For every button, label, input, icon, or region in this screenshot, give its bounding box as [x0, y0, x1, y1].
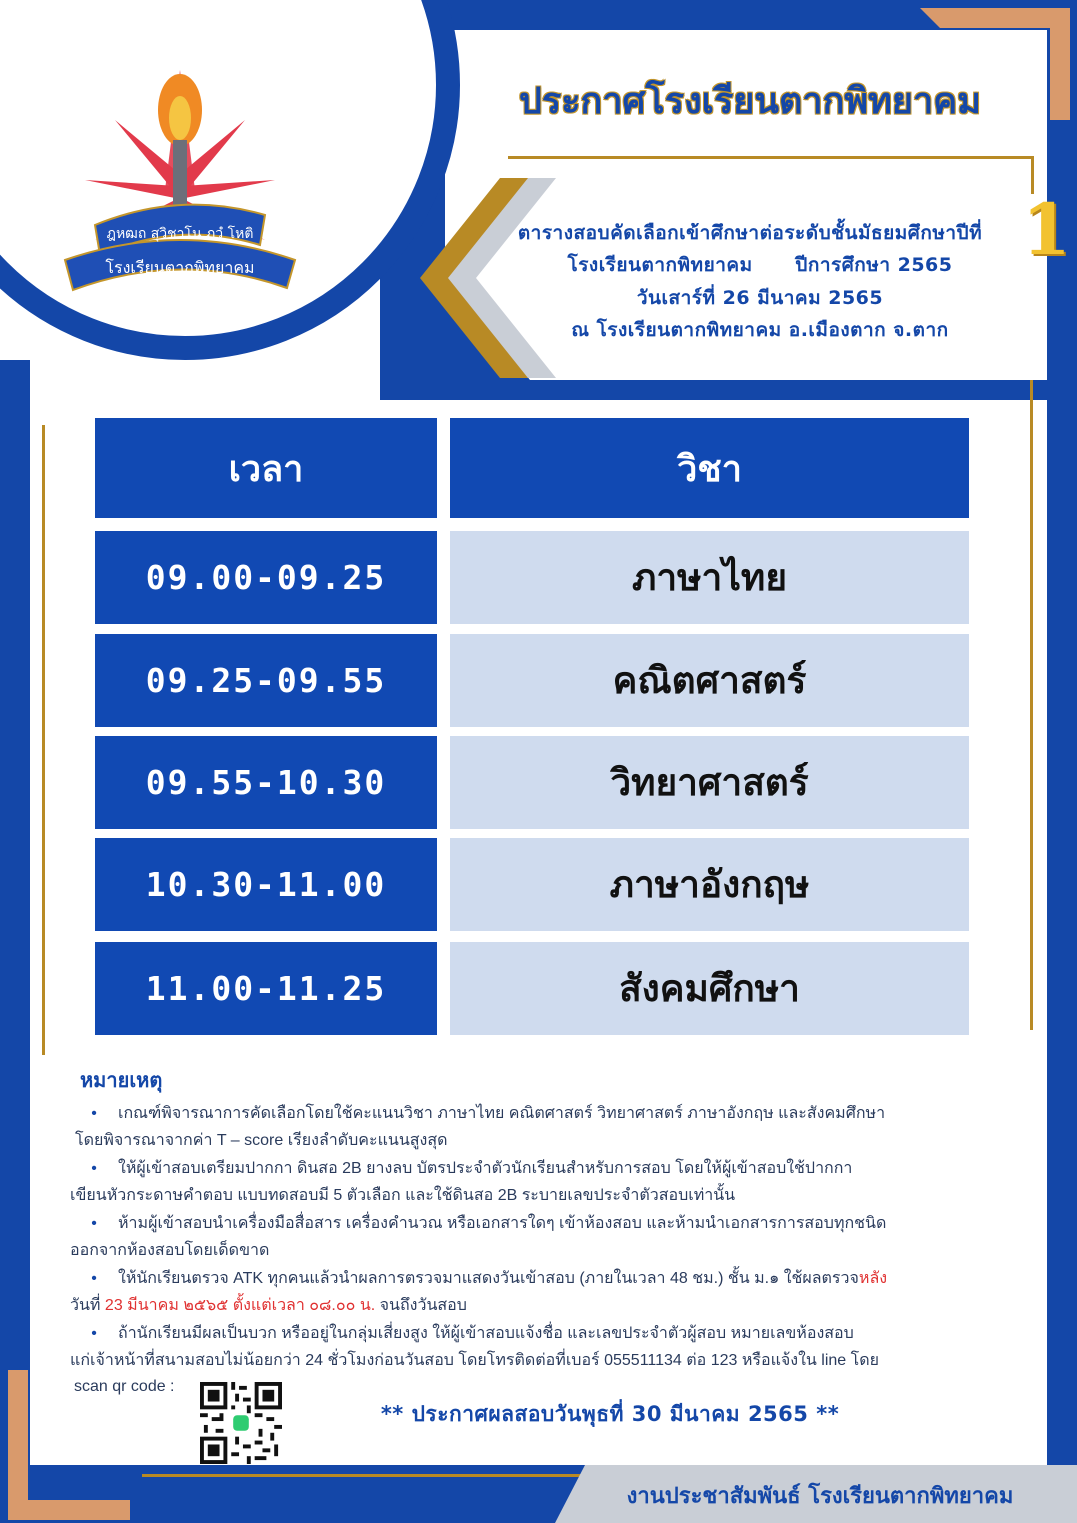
note-4 [70, 1265, 950, 1319]
bullet: • [91, 1160, 97, 1177]
table-row-subject: สังคมศึกษา [450, 942, 969, 1035]
result-announcement: ** ประกาศผลสอบวันพุธที่ 30 มีนาคม 2565 ** [380, 1402, 840, 1426]
grade-badge: 1 [1022, 188, 1071, 271]
bullet: • [91, 1270, 97, 1287]
note-text: ออกจากห้องสอบโดยเด็ดขาด [70, 1242, 270, 1259]
note-text: วันที่ [70, 1297, 105, 1314]
page-title: ประกาศโรงเรียนตากพิทยาคม [519, 80, 981, 122]
table-row-time: 10.30-11.00 [95, 838, 437, 931]
table-row-subject: ภาษาไทย [450, 531, 969, 624]
qr-label: scan qr code : [74, 1378, 175, 1395]
gold-rule-top [508, 156, 1032, 159]
table-row-subject: ภาษาอังกฤษ [450, 838, 969, 931]
table-row-time: 11.00-11.25 [95, 942, 437, 1035]
info-line-3: วันเสาร์ที่ 26 มีนาคม 2565 [636, 287, 884, 309]
bullet: • [91, 1105, 97, 1122]
footer-text: งานประชาสัมพันธ์ โรงเรียนตากพิทยาคม [626, 1483, 1014, 1509]
logo-banner-text: โรงเรียนตากพิทยาคม [105, 258, 255, 277]
bullet: • [91, 1325, 97, 1342]
info-line-2: โรงเรียนตากพิทยาคม ปีการศึกษา 2565 [567, 254, 953, 276]
note-text: โดยพิจารณาจากค่า T – score เรียงลำดับคะแนนสูงสุด [75, 1132, 448, 1149]
note-highlight: หลัง [858, 1270, 888, 1287]
table-row-time: 09.55-10.30 [95, 736, 437, 829]
left-blue-band [0, 360, 30, 1523]
school-logo [55, 40, 305, 300]
gold-frame-right [1030, 380, 1033, 1030]
note-highlight: 23 มีนาคม ๒๕๖๕ ตั้งแต่เวลา ๐๘.๐๐ น. [104, 1297, 376, 1314]
note-text: แก่เจ้าหน้าที่สนามสอบไม่น้อยกว่า 24 ชั่วโมงก่อนวันสอบ โดยโทรติดต่อที่เบอร์ 055511134 ต่อ 123 หรือแจ้งใน line โดย [70, 1352, 879, 1369]
note-2 [70, 1155, 950, 1209]
corner-ribbon-bottom-left [8, 1370, 130, 1520]
table-header-subject: วิชา [450, 418, 969, 518]
note-text: เกณฑ์พิจารณาการคัดเลือกโดยใช้คะแนนวิชา ภาษาไทย คณิตศาสตร์ วิทยาศาสตร์ ภาษาอังกฤษ และสังคมศึกษา [118, 1105, 886, 1122]
table-row-time: 09.00-09.25 [95, 531, 437, 624]
logo-motto: ฎหฒถ สุวิชาโน ภวํ โหติ [106, 226, 254, 242]
table-row-subject: วิทยาศาสตร์ [450, 736, 969, 829]
note-text: เขียนหัวกระดาษคำตอบ แบบทดสอบมี 5 ตัวเลือก และใช้ดินสอ 2B ระบายเลขประจำตัวสอบเท่านั้น [70, 1187, 736, 1204]
notes-title: หมายเหตุ [80, 1068, 163, 1092]
note-3 [70, 1210, 950, 1264]
table-row-subject: คณิตศาสตร์ [450, 634, 969, 727]
info-line-1: ตารางสอบคัดเลือกเข้าศึกษาต่อระดับชั้นมัธยมศึกษาปีที่ [517, 222, 983, 244]
note-text: ให้ผู้เข้าสอบเตรียมปากกา ดินสอ 2B ยางลบ บัตรประจำตัวนักเรียนสำหรับการสอบ โดยให้ผู้เข้าสอบใช้ปากกา [118, 1160, 853, 1177]
gold-frame-left [42, 425, 45, 1055]
note-text: ให้นักเรียนตรวจ ATK ทุกคนแล้วนำผลการตรวจมาแสดงวันเข้าสอบ (ภายในเวลา 48 ชม.) ชั้น ม.๑ ใช้ผลตรวจ [118, 1270, 859, 1287]
note-1 [70, 1100, 950, 1154]
table-header-time: เวลา [95, 418, 437, 518]
bullet: • [91, 1215, 97, 1232]
note-text: จนถึงวันสอบ [375, 1297, 467, 1314]
note-text: ถ้านักเรียนมีผลเป็นบวก หรืออยู่ในกลุ่มเสี่ยงสูง ให้ผู้เข้าสอบแจ้งชื่อ และเลขประจำตัวผู้สอบ หมายเลขห้องสอบ [118, 1325, 854, 1342]
info-line-4: ณ โรงเรียนตากพิทยาคม อ.เมืองตาก จ.ตาก [571, 319, 949, 341]
torch-flame-inner [169, 96, 191, 140]
table-row-time: 09.25-09.55 [95, 634, 437, 727]
note-text: ห้ามผู้เข้าสอบนำเครื่องมือสื่อสาร เครื่องคำนวณ หรือเอกสารใดๆ เข้าห้องสอบ และห้ามนำเอกสารการสอบทุกชนิด [118, 1215, 887, 1232]
